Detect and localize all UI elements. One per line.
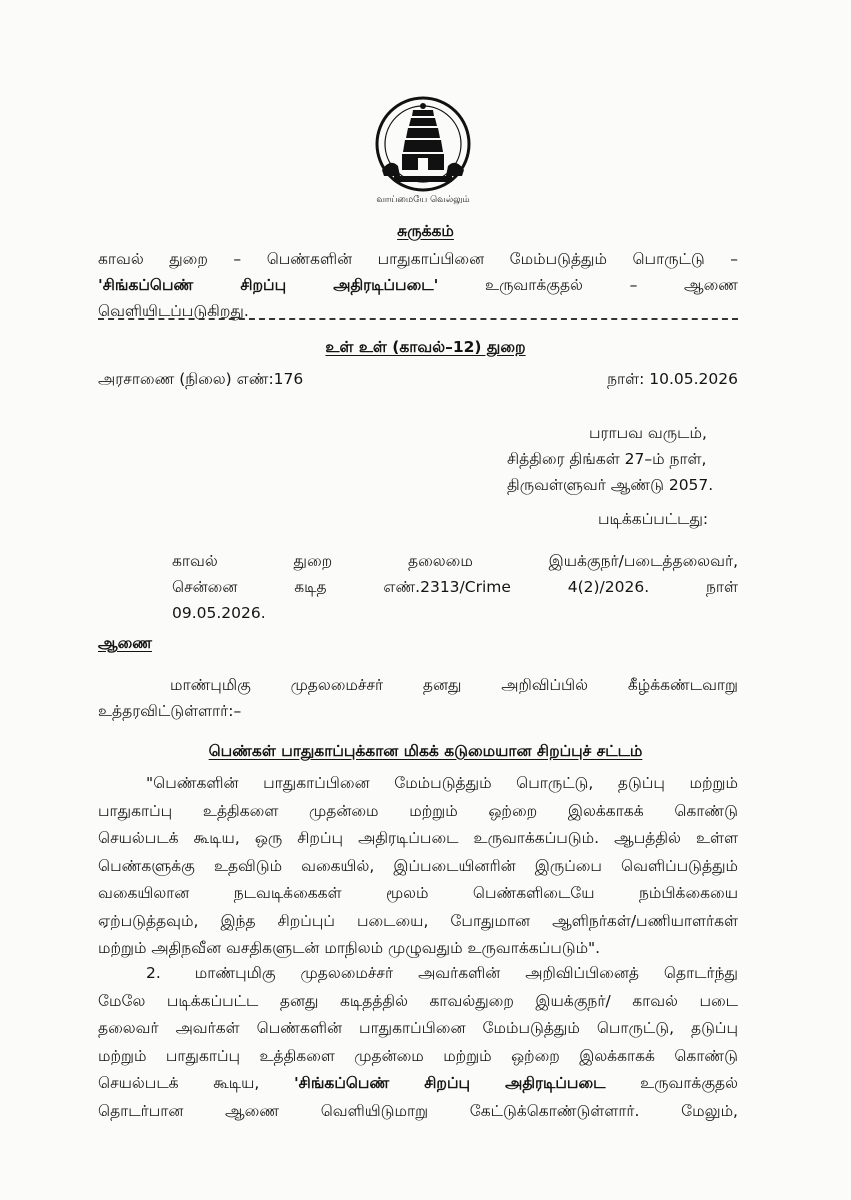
read-heading: படிக்கப்பட்டது: [598, 510, 709, 528]
quote-line: ஏற்படுத்தவும், இந்த சிறப்புப் படையை, போதுமான ஆளிநர்கள்/பணியாளர்கள் [98, 911, 738, 930]
para2-line-2: மேலே படிக்கப்பட்ட தனது கடிதத்தில் காவல்துறை இயக்குநர்/ காவல் படை [98, 991, 738, 1010]
read-line-1: காவல் துறை தலைமை இயக்குநர்/படைத்தலைவர், [172, 552, 738, 570]
scheme-name: 'சிங்கப்பெண் சிறப்பு அதிரடிப்படை' [98, 276, 439, 294]
summary-text [98, 246, 738, 324]
summary-line-3: வெளியிடப்படுகிறது. [98, 302, 249, 320]
order-intro-line-2: உத்தரவிட்டுள்ளார்:– [98, 702, 242, 720]
para2-line-5: செயல்படக் கூடிய, 'சிங்கப்பெண் சிறப்பு அதிரடிப்படை உருவாக்குதல் [98, 1074, 738, 1092]
department-name: உள் உள் (காவல்–12) துறை [325, 338, 526, 356]
go-number-row [98, 370, 738, 390]
paragraph-2 [98, 960, 738, 1125]
tamil-nadu-government-emblem-icon [368, 92, 478, 210]
para2-line-3: தலைவர் அவர்கள் பெண்களின் பாதுகாப்பினை மேம்படுத்தும் பொருட்டு, தடுப்பு [98, 1019, 738, 1037]
summary-heading: சுருக்கம் [397, 222, 454, 240]
emblem-motto: வாய்மையே வெல்லும் [376, 195, 470, 205]
thiruvalluvar-year: திருவள்ளுவர் ஆண்டு 2057. [507, 476, 714, 494]
quote-line: செயல்படக் கூடிய, ஒரு சிறப்பு அதிரடிப்படை உருவாக்கப்படும். ஆபத்தில் உள்ள [98, 829, 738, 847]
quote-line: "பெண்களின் பாதுகாப்பினை மேம்படுத்தும் பொருட்டு, தடுப்பு மற்றும் [146, 774, 738, 792]
tamil-year: பராபவ வருடம், [589, 424, 707, 442]
summary-line-1: காவல் துறை – பெண்களின் பாதுகாப்பினை மேம்படுத்தும் பொருட்டு – [98, 250, 738, 268]
para2-line-4: மற்றும் பாதுகாப்பு உத்திகளை முதன்மை மற்றும் ஒற்றை இலக்காகக் கொண்டு [98, 1046, 738, 1065]
quote-line: வகையிலான நடவடிக்கைகள் மூலம் பெண்களிடையே நம்பிக்கையை [98, 884, 738, 902]
go-date: நாள்: 10.05.2026 [607, 370, 738, 388]
para2-line-6: தொடர்பான ஆணை வெளியிடுமாறு கேட்டுக்கொண்டுள்ளார். மேலும், [98, 1101, 738, 1120]
para2-number: 2. [146, 964, 161, 982]
scheme-name-inline: 'சிங்கப்பெண் சிறப்பு அதிரடிப்படை [293, 1074, 606, 1092]
go-number: அரசாணை (நிலை) எண்:176 [98, 370, 304, 388]
order-intro [98, 672, 738, 724]
read-reference [172, 548, 738, 626]
tamil-month-day: சித்திரை திங்கள் 27–ம் நாள், [507, 450, 707, 468]
para2-line-1: 2. மாண்புமிகு முதலமைச்சர் அவர்களின் அறிவிப்பினைத் தொடர்ந்து [146, 964, 738, 982]
quote-line: பெண்களுக்கு உதவிடும் வகையில், இப்படையினரின் இருப்பை வெளிப்படுத்தும் [98, 856, 738, 875]
law-title: பெண்கள் பாதுகாப்புக்கான மிகக் கடுமையான சிறப்புச் சட்டம் [208, 742, 643, 760]
read-line-2: சென்னை கடித எண்.2313/Crime 4(2)/2026. நாள் [172, 578, 738, 596]
tamil-date [507, 420, 739, 498]
order-intro-line-1: மாண்புமிகு முதலமைச்சர் தனது அறிவிப்பில் கீழ்க்கண்டவாறு [170, 676, 738, 694]
summary-line-2-rest: உருவாக்குதல் – ஆணை [438, 276, 738, 294]
read-line-3: 09.05.2026. [172, 604, 266, 622]
quote-line: பாதுகாப்பு உத்திகளை முதன்மை மற்றும் ஒற்றை இலக்காகக் கொண்டு [98, 801, 738, 820]
separator-line [98, 318, 738, 320]
order-heading: ஆணை [98, 634, 152, 652]
announcement-quote [98, 770, 738, 963]
summary-line-2 [98, 272, 738, 298]
quote-line: மற்றும் அதிநவீன வசதிகளுடன் மாநிலம் முழுவதும் உருவாக்கப்படும்". [98, 939, 601, 957]
